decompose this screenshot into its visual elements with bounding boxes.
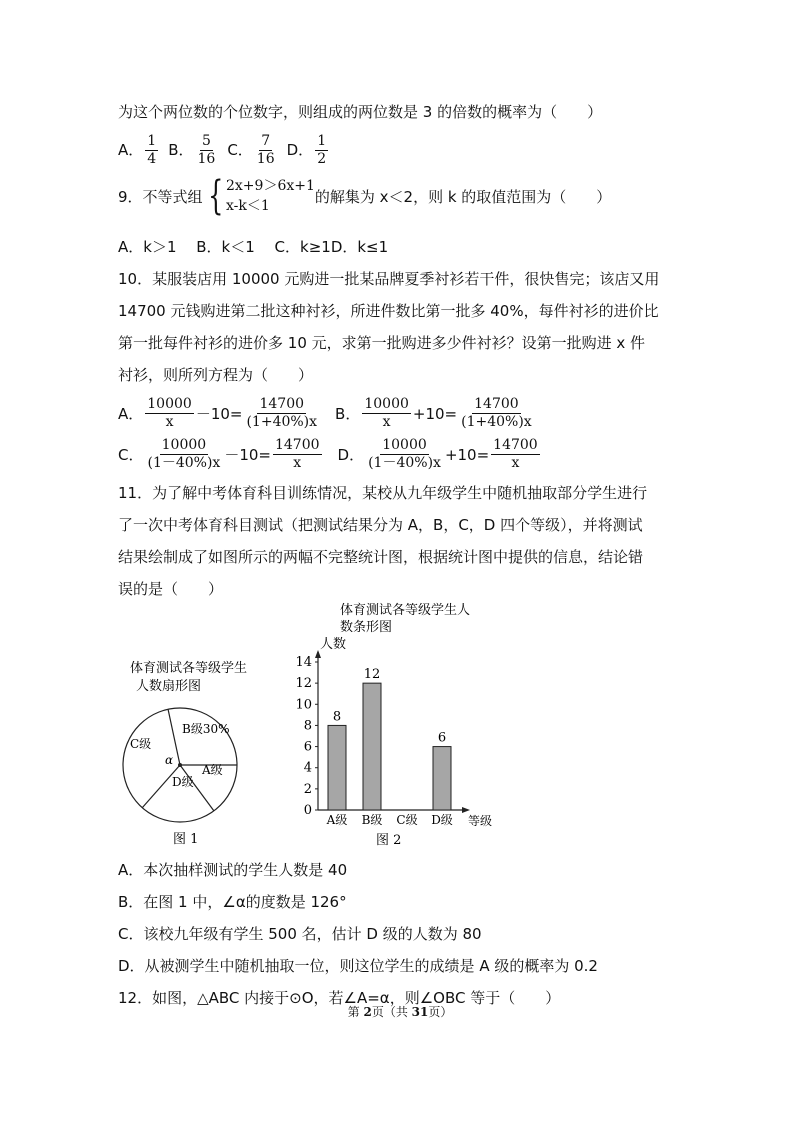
q11-option-a: A．本次抽样测试的学生人数是 40 bbox=[118, 861, 348, 879]
q10-line-3: 第一批每件衬衫的进价多 10 元，求第一批购进多少件衬衫？设第一批购进 x 件 bbox=[118, 334, 646, 352]
pie-center bbox=[178, 763, 182, 767]
bar-A级 bbox=[328, 725, 346, 810]
q10-option-b-label: B． bbox=[335, 405, 361, 423]
y-tick-label: 10 bbox=[295, 697, 312, 713]
page-footer bbox=[0, 1003, 800, 1020]
q10-options-cd bbox=[118, 437, 542, 472]
fig2-title-line-1: 体育测试各等级学生人 bbox=[340, 603, 471, 618]
frac-den: (1－40%)x bbox=[368, 455, 441, 471]
bars bbox=[328, 683, 451, 810]
x-tick-label: A级 bbox=[326, 813, 348, 827]
option-fraction bbox=[315, 133, 328, 168]
frac-num: 10000 bbox=[147, 396, 192, 412]
frac-num: 14700 bbox=[493, 437, 538, 453]
x-tick-labels bbox=[326, 813, 453, 827]
q8-option-b bbox=[168, 133, 219, 168]
q10-option-c-label: C． bbox=[118, 446, 144, 464]
frac-num: 10000 bbox=[364, 396, 409, 412]
option-label: D． bbox=[286, 141, 314, 159]
q8-option-c bbox=[227, 133, 278, 168]
frac-den: 4 bbox=[147, 151, 157, 167]
q11-option-c: C．该校九年级有学生 500 名，估计 D 级的人数为 80 bbox=[118, 925, 482, 943]
q10-option-b-op: +10= bbox=[412, 404, 458, 423]
frac-num: 10000 bbox=[382, 437, 427, 453]
fig1-title-line-1: 体育测试各等级学生 bbox=[130, 661, 248, 676]
y-tick-label: 2 bbox=[303, 781, 312, 797]
frac-num: 1 bbox=[317, 133, 327, 149]
q8-stem-tail: 为这个两位数的个位数字，则组成的两位数是 3 的倍数的概率为（ ） bbox=[118, 103, 603, 121]
x-tick-label: B级 bbox=[361, 813, 383, 827]
y-tick-label: 6 bbox=[303, 739, 312, 755]
data-label: 6 bbox=[437, 730, 447, 746]
frac-den: 16 bbox=[197, 151, 216, 167]
frac-num: 14700 bbox=[259, 396, 305, 412]
fig2-caption: 图 2 bbox=[376, 833, 402, 848]
q9-prefix: 9．不等式组 bbox=[118, 187, 203, 206]
frac-den: 16 bbox=[256, 151, 275, 167]
fig2-title-line-2: 数条形图 bbox=[340, 620, 393, 635]
frac-den: (1－40%)x bbox=[147, 455, 221, 471]
pie-angle-alpha: α bbox=[165, 753, 174, 767]
y-axis-label: 人数 bbox=[320, 637, 347, 652]
data-labels bbox=[333, 667, 446, 745]
frac-den: 2 bbox=[317, 151, 327, 167]
figure-1-pie-chart bbox=[118, 658, 288, 848]
x-tick-label: D级 bbox=[431, 813, 453, 827]
x-axis-arrow-icon bbox=[462, 807, 470, 813]
bar-D级 bbox=[433, 747, 451, 810]
footer-mid: 页（共 bbox=[371, 1005, 412, 1019]
q8-option-a bbox=[118, 133, 160, 168]
footer-post: 页） bbox=[428, 1005, 453, 1019]
bar-B级 bbox=[363, 683, 381, 810]
frac-num: 5 bbox=[201, 133, 211, 149]
x-axis-label: 等级 bbox=[468, 814, 493, 828]
q10-line-1: 10．某服装店用 10000 元购进一批某品牌夏季衬衫若干件，很快售完；该店又用 bbox=[118, 270, 660, 288]
frac-den: x bbox=[511, 455, 520, 471]
q10-option-c-op: －10= bbox=[224, 446, 271, 464]
q9-inequality-2: x-k＜1 bbox=[226, 198, 270, 214]
option-fraction bbox=[145, 133, 158, 168]
q11-line-1: 11．为了解中考体育科目训练情况，某校从九年级学生中随机抽取部分学生进行 bbox=[118, 484, 648, 502]
frac-den: x bbox=[382, 414, 391, 430]
y-tick-labels bbox=[295, 655, 318, 818]
x-tick-label: C级 bbox=[396, 813, 418, 827]
q10-option-a-op: －10= bbox=[195, 405, 243, 423]
y-tick-label: 8 bbox=[303, 718, 312, 734]
q10-line-4: 衬衫，则所列方程为（ ） bbox=[118, 366, 314, 384]
q9-stem bbox=[118, 173, 612, 219]
q10-option-d-label: D． bbox=[337, 446, 365, 464]
q10-options-ab bbox=[118, 396, 536, 431]
y-tick-label: 0 bbox=[303, 803, 312, 818]
frac-num: 7 bbox=[261, 133, 271, 149]
frac-den: (1+40%)x bbox=[461, 414, 532, 430]
q8-option-d bbox=[287, 133, 330, 168]
frac-den: (1+40%)x bbox=[246, 414, 318, 430]
frac-num: 1 bbox=[147, 133, 157, 149]
q12-stem: 12．如图，△ABC 内接于⊙O，若∠A=α，则∠OBC 等于（ ） bbox=[118, 989, 561, 1007]
q10-line-2: 14700 元钱购进第二批这种衬衫，所进件数比第一批多 40%，每件衬衫的进价比 bbox=[118, 302, 659, 320]
pie-label-b: B级30% bbox=[182, 722, 230, 736]
q11-option-b: B．在图 1 中，∠α的度数是 126° bbox=[118, 893, 347, 911]
frac-num: 14700 bbox=[274, 437, 320, 453]
option-fraction bbox=[255, 133, 277, 168]
q11-line-3: 结果绘制成了如图所示的两幅不完整统计图，根据统计图中提供的信息，结论错 bbox=[118, 548, 644, 566]
footer-page-number: 2 bbox=[363, 1005, 372, 1019]
fig1-title-line-2: 人数扇形图 bbox=[136, 679, 202, 694]
y-tick-label: 4 bbox=[303, 760, 312, 776]
frac-num: 10000 bbox=[161, 437, 207, 453]
q10-option-d-op: +10= bbox=[444, 445, 490, 464]
q8-options bbox=[118, 133, 338, 168]
y-tick-label: 12 bbox=[295, 676, 312, 692]
q9-options: A．k＞1 B．k＜1 C．k≥1D．k≤1 bbox=[118, 238, 389, 256]
q11-line-4: 误的是（ ） bbox=[118, 580, 224, 598]
y-tick-label: 14 bbox=[295, 655, 312, 670]
data-label: 8 bbox=[332, 709, 342, 725]
pie-label-d: D级 bbox=[172, 775, 194, 789]
option-label: C． bbox=[227, 141, 253, 159]
fig1-caption: 图 1 bbox=[173, 832, 199, 847]
option-fraction bbox=[195, 133, 217, 168]
q10-option-a-label: A． bbox=[118, 405, 144, 423]
q11-option-d: D．从被测学生中随机抽取一位，则这位学生的成绩是 A 级的概率为 0.2 bbox=[118, 957, 598, 975]
pie-label-a: A级 bbox=[202, 763, 223, 777]
q11-line-2: 了一次中考体育科目测试（把测试结果分为 A，B，C，D 四个等级），并将测试 bbox=[118, 516, 643, 534]
figure-2-bar-chart bbox=[288, 600, 508, 855]
q9-inequality-system bbox=[203, 173, 315, 219]
frac-den: x bbox=[165, 414, 174, 430]
frac-num: 14700 bbox=[474, 396, 519, 412]
data-label: 12 bbox=[363, 667, 381, 683]
option-label: A． bbox=[118, 141, 144, 159]
pie-label-c: C级 bbox=[130, 737, 152, 751]
footer-total-pages: 31 bbox=[411, 1005, 429, 1019]
footer-pre: 第 bbox=[347, 1005, 364, 1019]
frac-den: x bbox=[293, 455, 302, 471]
option-label: B． bbox=[168, 141, 194, 159]
brace-icon: { bbox=[207, 173, 223, 219]
q9-suffix: 的解集为 x＜2，则 k 的取值范围为（ ） bbox=[314, 187, 612, 206]
q9-inequality-1: 2x+9＞6x+1 bbox=[226, 178, 315, 194]
